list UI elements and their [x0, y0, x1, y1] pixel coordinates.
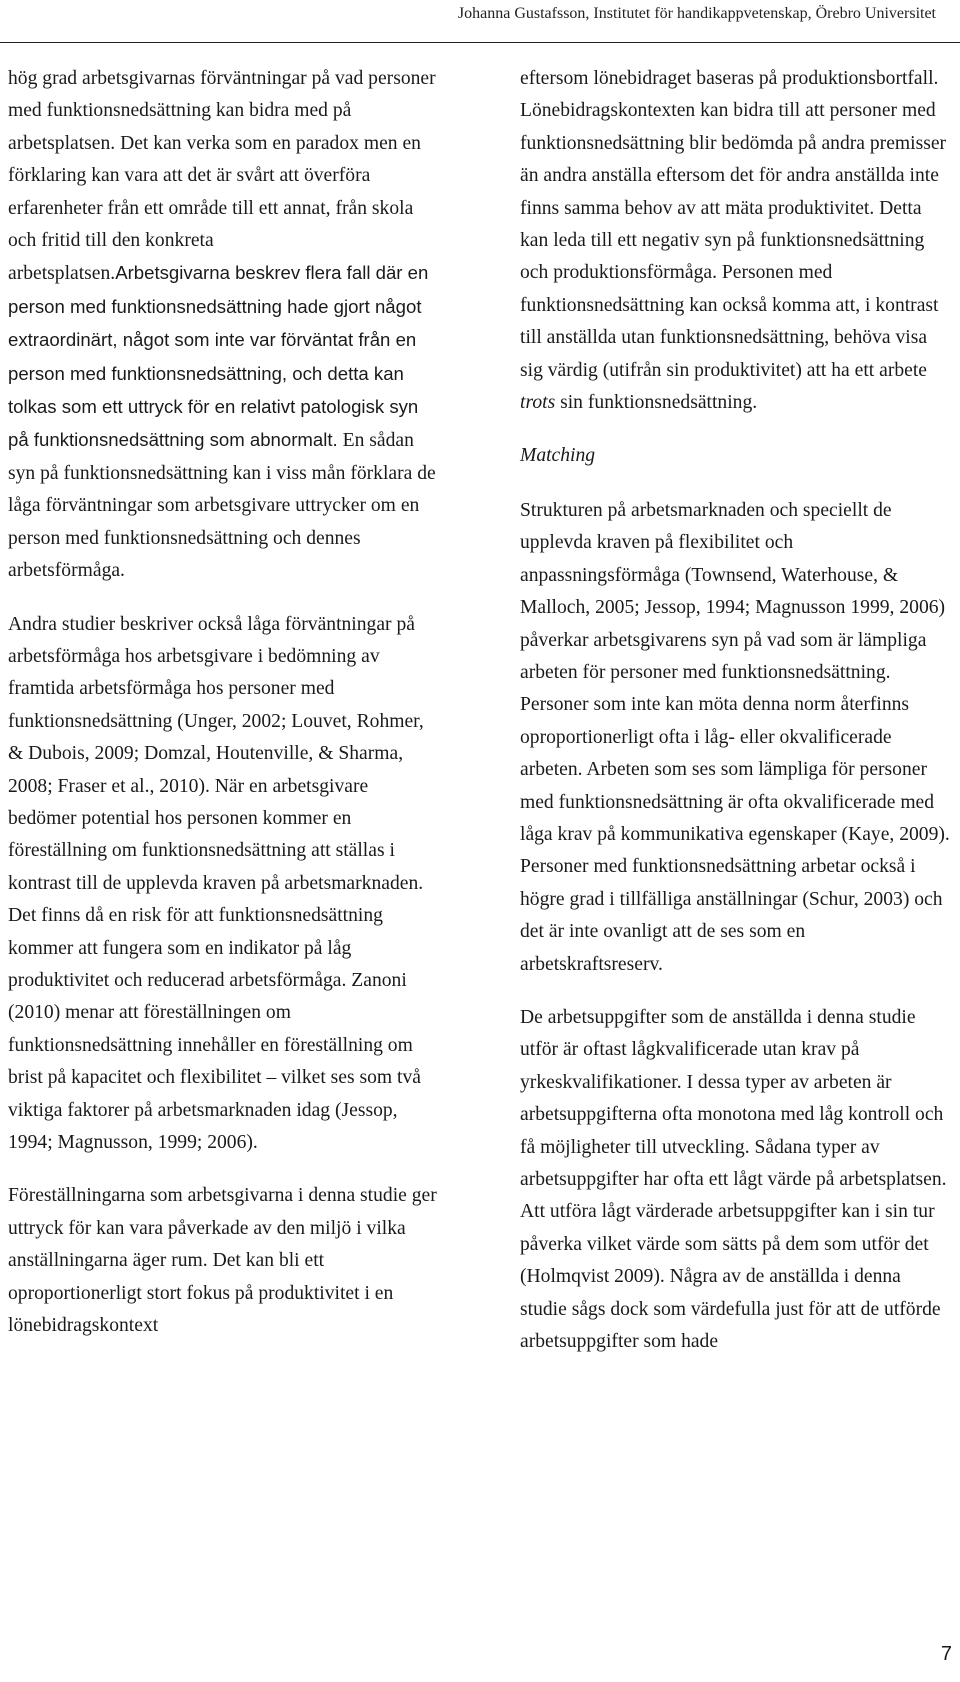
page-header	[0, 0, 960, 43]
left-paragraph-1-end: En sådan syn på funktionsnedsättning kan i viss mån förklara de låga förväntningar som arbetsgivare uttrycker om en person med funktionsnedsättning och dennes arbetsförmåga.	[8, 430, 436, 582]
right-paragraph-1	[520, 63, 950, 419]
right-paragraph-1-end: sin funktionsnedsättning.	[555, 392, 758, 414]
left-column	[8, 63, 438, 1363]
left-paragraph-1-start: hög grad arbetsgivarnas förväntningar på vad personer med funktionsnedsättning kan bidra med på arbetsplatsen. Det kan verka som en paradox men en förklaring kan vara att det är svårt att överföra erfarenheter från ett område till ett annat, från skola och fritid till den konkreta arbetsplatsen.	[8, 68, 436, 285]
right-paragraph-1-start: eftersom lönebidraget baseras på produktionsbortfall. Lönebidragskontexten kan bidra till att personer med funktionsnedsättning blir bedömda på andra premisser än andra anställa eftersom det för andra anställda inte finns samma behov av att mäta produktivitet. Detta kan leda till ett negativ syn på funktionsnedsättning och produktionsförmåga. Personen med funktionsnedsättning kan också komma att, i kontrast till anställda utan funktionsnedsättning, behöva visa sig värdig (utifrån sin produktivitet) att ha ett arbete	[520, 68, 947, 381]
right-paragraph-3: De arbetsuppgifter som de anställda i denna studie utför är oftast lågkvalificerade utan krav på yrkeskvalifikationer. I dessa typer av arbeten är arbetsuppgifterna ofta monotona med låg kontroll och få möjligheter till utveckling. Sådana typer av arbetsuppgifter har ofta ett lågt värde på arbetsplatsen. Att utföra lågt värderade arbetsuppgifter kan i sin tur påverka vilket värde som sätts på dem som utför det (Holmqvist 2009). Några av de anställda i denna studie sågs dock som värdefulla just för att de utförde arbetsuppgifter som hade	[520, 1006, 947, 1353]
left-paragraph-1	[8, 63, 438, 588]
right-column	[520, 63, 950, 1379]
page-number: 7	[940, 1643, 952, 1665]
right-paragraph-2: Strukturen på arbetsmarknaden och speciellt de upplevda kraven på flexibilitet och anpassningsförmåga (Townsend, Waterhouse, & Malloch, 2005; Jessop, 1994; Magnusson 1999, 2006) påverkar arbetsgivarens syn på vad som är lämpliga arbeten för personer med funktionsnedsättning. Personer som inte kan möta denna norm återfinns oproportionerligt ofta i låg- eller okvalificerade arbeten. Arbeten som ses som lämpliga för personer med funktionsnedsättning är ofta okvalificerade med låga krav på kommunikativa egenskaper (Kaye, 2009). Personer med funktionsnedsättning arbetar också i högre grad i tillfälliga anställningar (Schur, 2003) och det är inte ovanligt att de ses som en arbetskraftsreserv.	[520, 499, 950, 975]
right-paragraph-1-emphasis: trots	[520, 392, 556, 414]
left-paragraph-2: Andra studier beskriver också låga förväntningar på arbetsförmåga hos arbetsgivare i bedömning av framtida arbetsförmåga hos personer med funktionsnedsättning (Unger, 2002; Louvet, Rohmer, & Dubois, 2009; Domzal, Houtenville, & Sharma, 2008; Fraser et al., 2010). När en arbetsgivare bedömer potential hos personen kommer en föreställning om funktionsnedsättning att ställas i kontrast till de upplevda kraven på arbetsmarknaden. Det finns då en risk för att funktionsnedsättning kommer att fungera som en indikator på låg produktivitet och reducerad arbetsförmåga. Zanoni (2010) menar att föreställningen om funktionsnedsättning innehåller en föreställning om brist på kapacitet och flexibilitet – vilket ses som två viktiga faktorer på arbetsmarknaden idag (Jessop, 1994; Magnusson, 1999; 2006).	[8, 613, 424, 1153]
left-paragraph-3: Föreställningarna som arbetsgivarna i denna studie ger uttryck för kan vara påverkade av den miljö i vilka anställningarna äger rum. Det kan bli ett oproportionerligt stort fokus på produktivitet i en lönebidragskontext	[8, 1185, 437, 1337]
left-paragraph-1-sans-run: Arbetsgivarna beskrev flera fall där en person med funktionsnedsättning hade gjort något extraordinärt, något som inte var förväntat från en person med funktionsnedsättning, och detta kan tolkas som ett uttryck för en relativt patologisk syn på funktionsnedsättning som abnormalt.	[8, 262, 429, 451]
header-text: Johanna Gustafsson, Institutet för handikappvetenskap, Örebro Universitet	[457, 5, 936, 22]
section-heading-matching: Matching	[520, 445, 596, 467]
